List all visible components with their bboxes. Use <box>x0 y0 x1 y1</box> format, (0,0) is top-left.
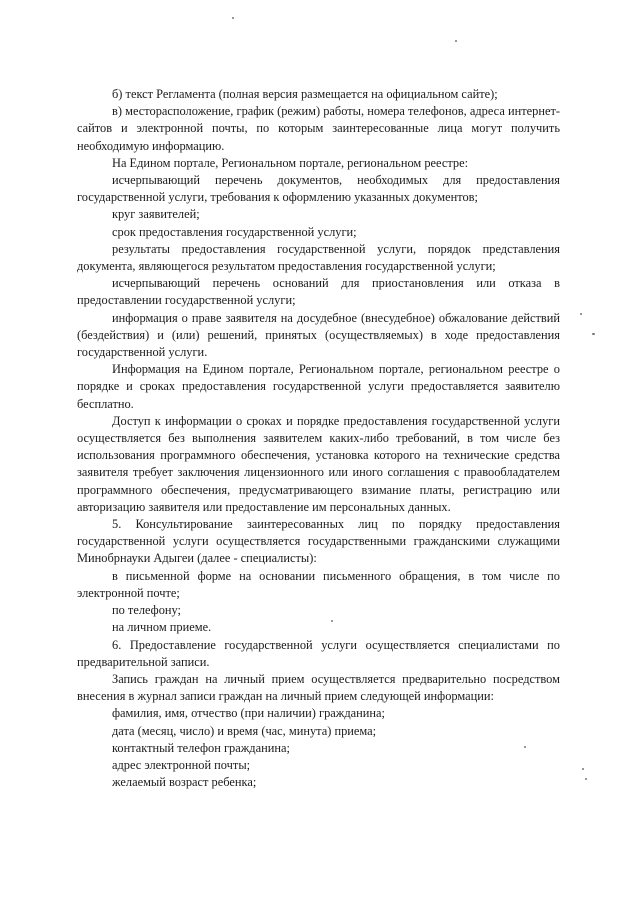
scan-speck <box>455 40 457 42</box>
paragraph-service-term: срок предоставления государственной услуги; <box>112 224 357 239</box>
paragraph-service-results: результаты предоставления государственной услуги, порядок представления документа, являющегося результатом предоставления государственной услуги; <box>77 241 560 274</box>
paragraph-consulting: 5. Консультирование заинтересованных лиц по порядку предоставления государственной услуги осуществляется государственными гражданскими служащими Минобрнауки Адыгеи (далее - специалисты): <box>77 517 560 566</box>
scan-speck <box>524 746 526 748</box>
paragraph-email: адрес электронной почты; <box>112 757 251 772</box>
scan-speck <box>232 17 234 19</box>
paragraph-applicants: круг заявителей; <box>112 207 200 222</box>
document-body <box>77 86 560 791</box>
scan-speck <box>585 778 587 780</box>
paragraph-written-form: в письменной форме на основании письменного обращения, в том числе по электронной почте; <box>77 568 560 600</box>
paragraph-appointment: 6. Предоставление государственной услуги осуществляется специалистами по предварительной записи. <box>77 637 560 669</box>
paragraph-full-name: фамилия, имя, отчество (при наличии) гражданина; <box>112 706 385 721</box>
paragraph-by-phone: по телефону; <box>112 603 182 618</box>
paragraph-free-information: Информация на Едином портале, Региональном портале, региональном реестре о порядке и сроках предоставления государственной услуги предоставляется заявителю бесплатно. <box>77 362 560 411</box>
paragraph-location-schedule: в) месторасположение, график (режим) работы, номера телефонов, адреса интернет-сайтов и электронной почты, по которым заинтересованные лица могут получить необходимую информацию. <box>77 104 560 153</box>
paragraph-information-access: Доступ к информации о сроках и порядке предоставления государственной услуги осуществляется без выполнения заявителем каких-либо требований, в том числе без использования программного обеспечения, установка которого на технические средства заявителя требует заключения лицензионного или иного соглашения с правообладателем программного обеспечения, предусматривающего взимание платы, регистрацию или авторизацию заявителя или предоставление им персональных данных. <box>77 413 560 514</box>
paragraph-refusal-grounds: исчерпывающий перечень оснований для приостановления или отказа в предоставлении государственной услуги; <box>77 276 560 308</box>
paragraph-personal-reception: на личном приеме. <box>112 620 212 635</box>
scan-speck <box>582 768 584 770</box>
paragraph-registration: Запись граждан на личный прием осуществляется предварительно посредством внесения в журнал записи граждан на личный прием следующей информации: <box>77 671 560 704</box>
scan-speck <box>331 620 333 622</box>
scan-speck <box>580 313 582 315</box>
paragraph-child-age: желаемый возраст ребенка; <box>112 775 257 790</box>
scan-speck <box>592 333 595 335</box>
paragraph-documents-list: исчерпывающий перечень документов, необходимых для предоставления государственной услуги, требования к оформлению указанных документов; <box>77 173 560 205</box>
paragraph-regulation-text: б) текст Регламента (полная версия размещается на официальном сайте); <box>112 87 498 101</box>
paragraph-contact-phone: контактный телефон гражданина; <box>112 740 290 755</box>
paragraph-portals-intro: На Едином портале, Региональном портале, региональном реестре: <box>112 155 469 170</box>
paragraph-appeal-right: информация о праве заявителя на досудебное (внесудебное) обжалование действий (бездействия) и (или) решений, принятых (осуществляемых) в ходе предоставления государственной услуги. <box>77 310 560 360</box>
paragraph-date-time: дата (месяц, число) и время (час, минута) приема; <box>112 723 377 738</box>
